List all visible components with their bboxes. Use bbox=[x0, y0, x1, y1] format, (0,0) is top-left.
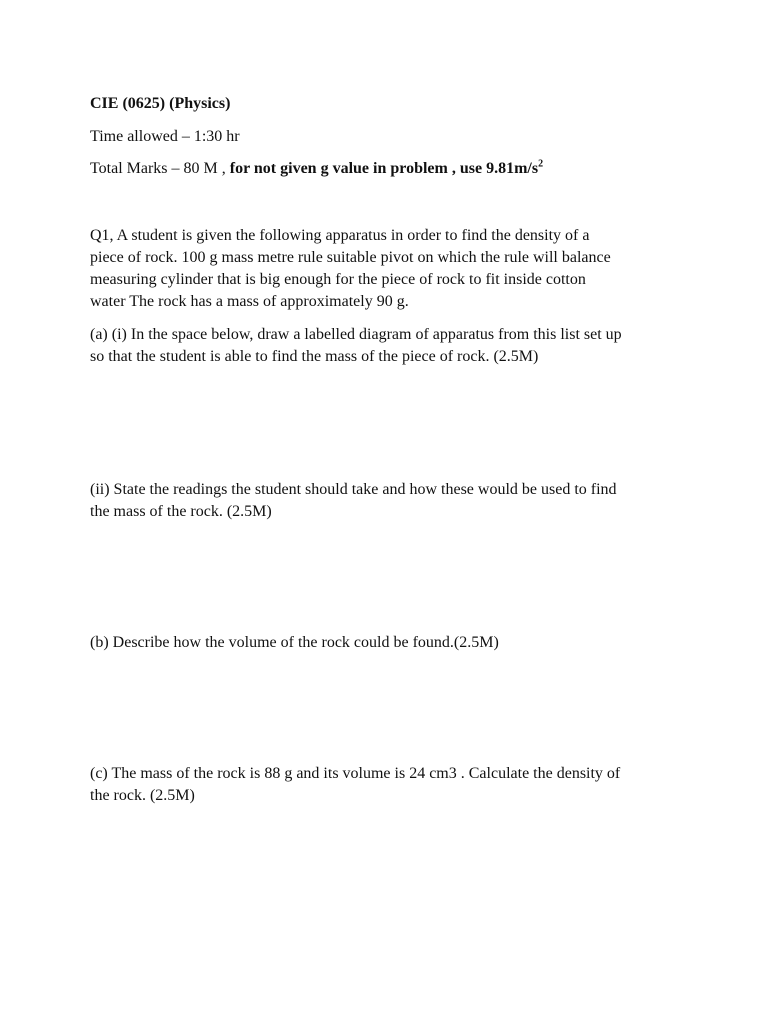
paragraph-line: (b) Describe how the volume of the rock could be found.(2.5M) bbox=[90, 634, 499, 651]
paragraph-line: piece of rock. 100 g mass metre rule suitable pivot on which the rule will balance bbox=[90, 249, 611, 266]
paragraph-line: so that the student is able to find the mass of the piece of rock. (2.5M) bbox=[90, 348, 539, 365]
question-1-part-a-i bbox=[90, 324, 690, 368]
paragraph-line: the rock. (2.5M) bbox=[90, 787, 195, 804]
g-value-exponent: 2 bbox=[538, 158, 544, 170]
total-marks: Total Marks – 80 M , bbox=[90, 160, 230, 177]
question-1-part-a-ii bbox=[90, 479, 690, 523]
time-allowed: Time allowed – 1:30 hr bbox=[90, 128, 240, 145]
g-value-note bbox=[230, 160, 543, 177]
question-1-part-b bbox=[90, 632, 690, 654]
question-1-part-c bbox=[90, 763, 690, 807]
paragraph-line: measuring cylinder that is big enough for the piece of rock to fit inside cotton bbox=[90, 271, 586, 288]
total-marks-line bbox=[90, 158, 543, 180]
paragraph-line: (ii) State the readings the student should take and how these would be used to find bbox=[90, 481, 617, 498]
paragraph-line: water The rock has a mass of approximately 90 g. bbox=[90, 293, 409, 310]
question-1-intro bbox=[90, 225, 690, 313]
paragraph-line: (a) (i) In the space below, draw a labelled diagram of apparatus from this list set up bbox=[90, 326, 622, 343]
g-value-note-text: for not given g value in problem , use 9.81m/s bbox=[229, 160, 539, 177]
paragraph-line: (c) The mass of the rock is 88 g and its volume is 24 cm3 . Calculate the density of bbox=[90, 765, 621, 782]
course-title: CIE (0625) (Physics) bbox=[90, 95, 231, 112]
paragraph-line: Q1, A student is given the following apparatus in order to find the density of a bbox=[90, 227, 590, 244]
paragraph-line: the mass of the rock. (2.5M) bbox=[90, 503, 272, 520]
